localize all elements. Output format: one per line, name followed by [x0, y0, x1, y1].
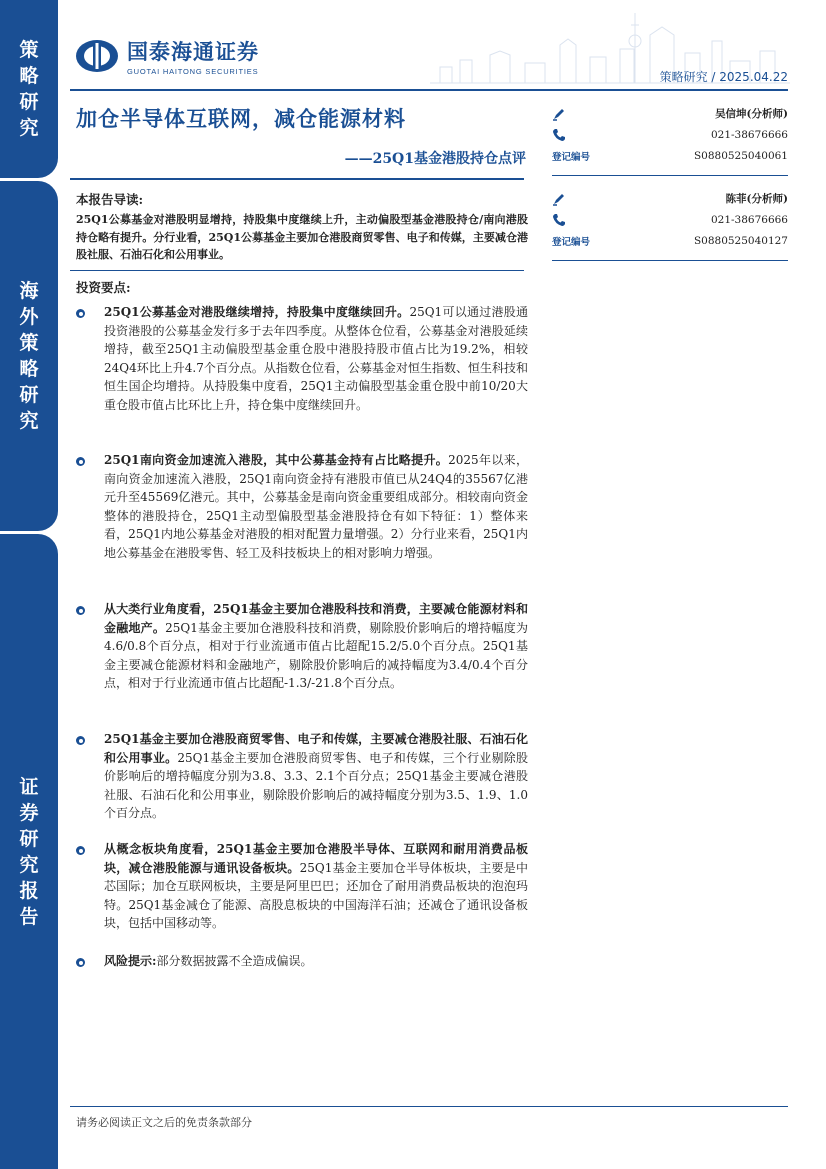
registration-number: S0880525040061 [693, 149, 788, 162]
bullet-icon [76, 736, 85, 745]
analyst-name: 陈菲(分析师) [725, 193, 788, 205]
registration-label: 登记编号 [552, 151, 591, 163]
guide-divider [70, 270, 524, 271]
header-category-date: 策略研究 / 2025.04.22 [659, 70, 788, 84]
analyst-name: 吴信坤(分析师) [715, 108, 788, 120]
report-subtitle: ——25Q1基金港股持仓点评 [344, 151, 526, 167]
logo-english-name: GUOTAI HAITONG SECURITIES [127, 67, 259, 76]
key-points-heading: 投资要点: [76, 280, 131, 295]
bullet-icon [76, 958, 85, 967]
guide-summary: 25Q1公募基金对港股明显增持，持股集中度继续上升，主动偏股型基金港股持仓/南向港股持仓略有提升。分行业看，25Q1公募基金主要加仓港股商贸零售、电子和传媒，主要减仓港股社服、石油石化和公用事业。 [76, 213, 528, 261]
key-point: 从概念板块角度看，25Q1基金主要加仓港股半导体、互联网和耐用消费品板块，减仓港股能源与通讯设备板块。25Q1基金主要加仓半导体板块，主要是中芯国际；加仓互联网板块，主要是阿里巴巴；还加仓了耐用消费品板块的泡泡玛特。25Q1基金减仓了能源、高股息板块的中国海洋石油；还减仓了通讯设备板块，包括中国移动等。 [104, 842, 528, 931]
analyst-card [552, 103, 788, 166]
key-point: 25Q1公募基金对港股继续增持，持股集中度继续回升。25Q1可以通过港股通投资港股的公募基金发行多于去年四季度。从整体仓位看，公募基金对港股延续增持，截至25Q1主动偏股型基金重仓股中港股持股市值占比为19.2%，相较24Q4环比上升4.7个百分点。从指数仓位看，公募基金对恒生指数、恒生科技和恒生国企均增持。从持股集中度看，25Q1主动偏股型基金重仓股中前10/20大重仓股市值占比环比上升，持仓集中度继续回升。 [104, 305, 528, 412]
analyst-card [552, 188, 788, 251]
registration-label: 登记编号 [552, 236, 591, 248]
key-point: 25Q1南向资金加速流入港股，其中公募基金持有占比略提升。2025年以来，南向资金加速流入港股，25Q1南向资金持有港股市值已从24Q4的35567亿港元升至45569亿港元。其中，公募基金是南向资金重要组成部分。相较南向资金整体的港股持仓，25Q1主动型偏股型基金港股持仓有如下特征：1）整体来看，25Q1内地公募基金对港股的相对配置力量增强。2）分行业来看，25Q1内地公募基金在港股零售、轻工及科技板块上的相对影响力增强。 [104, 453, 528, 560]
phone-icon [552, 213, 566, 227]
risk-warning: 风险提示:部分数据披露不全造成偏误。 [104, 954, 313, 968]
sidebar-section-securities-report: 证 券 研 究 报 告 [0, 534, 58, 1169]
phone-icon [552, 128, 566, 142]
header-divider [70, 89, 788, 91]
report-date: 2025.04.22 [719, 70, 788, 84]
key-point: 25Q1基金主要加仓港股商贸零售、电子和传媒，主要减仓港股社服、石油石化和公用事业。25Q1基金主要加仓港股商贸零售、电子和传媒，三个行业剔除股价影响后的增持幅度分别为3.8、3.3、2.1个百分点；25Q1基金主要减仓港股社服、石油石化和公用事业，剔除股价影响后的减持幅度分别为3.5、1.9、1.0个百分点。 [104, 732, 528, 821]
analyst-phone: 021-38676666 [710, 213, 788, 226]
footer-disclaimer: 请务必阅读正文之后的免责条款部分 [76, 1116, 252, 1129]
bullet-icon [76, 606, 85, 615]
company-logo [75, 36, 259, 76]
guide-heading: 本报告导读: [76, 192, 144, 207]
sidebar-section-overseas: 海 外 策 略 研 究 [0, 181, 58, 531]
analyst-phone: 021-38676666 [710, 128, 788, 141]
key-point: 从大类行业角度看，25Q1基金主要加仓港股科技和消费，主要减仓能源材料和金融地产。25Q1基金主要加仓港股科技和消费，剔除股价影响后的增持幅度为4.6/0.8个百分点，相对于行业流通市值占比超配15.2/5.0个百分点。25Q1基金主要减仓能源材料和金融地产，剔除股价影响后的减持幅度为3.4/0.4个百分点，相对于行业流通市值占比超配-1.3/-21.8个百分点。 [104, 602, 528, 691]
analyst-divider [552, 175, 788, 176]
bullet-icon [76, 846, 85, 855]
title-divider [70, 178, 524, 180]
analyst-divider [552, 260, 788, 261]
report-title: 加仓半导体互联网，减仓能源材料 [76, 107, 406, 131]
pen-icon [552, 107, 566, 121]
logo-chinese-name: 国泰海通证券 [127, 40, 259, 64]
pen-icon [552, 192, 566, 206]
bullet-icon [76, 457, 85, 466]
report-category: 策略研究 [659, 70, 708, 84]
registration-number: S0880525040127 [693, 234, 788, 247]
footer-divider [70, 1106, 788, 1107]
guotai-haitong-logo-icon [75, 39, 119, 73]
bullet-icon [76, 309, 85, 318]
sidebar-section-strategy: 策 略 研 究 [0, 0, 58, 178]
